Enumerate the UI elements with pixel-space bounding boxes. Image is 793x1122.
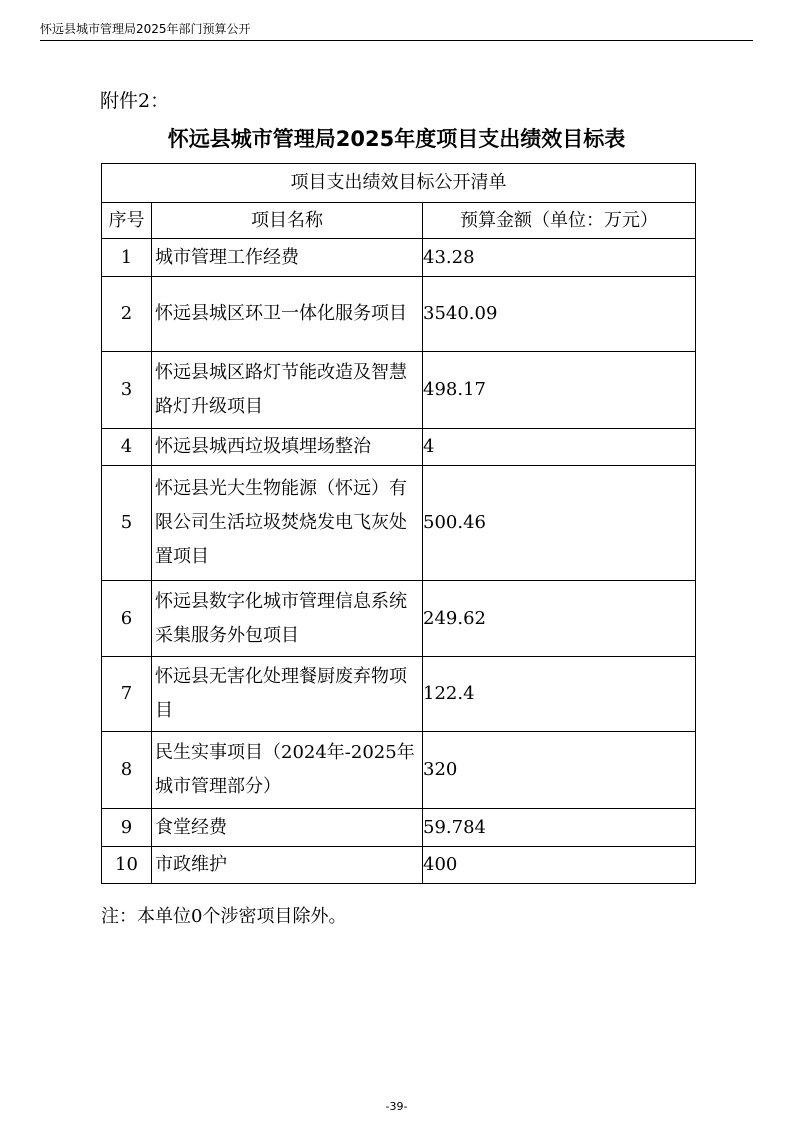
- table-row: [102, 809, 696, 847]
- budget-amount: 3540.09: [423, 277, 696, 352]
- document-title: 怀远县城市管理局2025年度项目支出绩效目标表: [167, 127, 626, 151]
- column-header-name: 项目名称: [152, 203, 423, 239]
- table-caption-row: [102, 164, 696, 203]
- row-number: 5: [102, 466, 152, 581]
- budget-amount: 43.28: [423, 239, 696, 277]
- table-header-row: [102, 203, 696, 239]
- project-name: 怀远县城区环卫一体化服务项目: [152, 277, 423, 352]
- table-row: [102, 239, 696, 277]
- budget-amount: 4: [423, 429, 696, 466]
- row-number: 2: [102, 277, 152, 352]
- project-name: 怀远县光大生物能源（怀远）有限公司生活垃圾焚烧发电飞灰处置项目: [152, 466, 423, 581]
- budget-table: [101, 163, 696, 884]
- project-name: 怀远县城西垃圾填埋场整治: [152, 429, 423, 466]
- running-header: 怀远县城市管理局2025年部门预算公开: [40, 22, 251, 36]
- row-number: 6: [102, 581, 152, 657]
- table-row: [102, 847, 696, 884]
- table-row: [102, 277, 696, 352]
- table-row: [102, 581, 696, 657]
- row-number: 7: [102, 657, 152, 732]
- budget-amount: 500.46: [423, 466, 696, 581]
- page-number: -39-: [385, 1100, 408, 1113]
- project-name: 怀远县城区路灯节能改造及智慧路灯升级项目: [152, 352, 423, 429]
- attachment-label: 附件2：: [100, 90, 170, 112]
- table-row: [102, 657, 696, 732]
- table-row: [102, 466, 696, 581]
- budget-amount: 249.62: [423, 581, 696, 657]
- column-header-no: 序号: [102, 203, 152, 239]
- project-name: 怀远县数字化城市管理信息系统采集服务外包项目: [152, 581, 423, 657]
- header-divider: [40, 40, 753, 41]
- row-number: 1: [102, 239, 152, 277]
- table-row: [102, 429, 696, 466]
- column-header-amount: 预算金额（单位：万元）: [423, 203, 696, 239]
- table-row: [102, 732, 696, 809]
- budget-amount: 400: [423, 847, 696, 884]
- project-name: 城市管理工作经费: [152, 239, 423, 277]
- row-number: 4: [102, 429, 152, 466]
- project-name: 市政维护: [152, 847, 423, 884]
- budget-amount: 498.17: [423, 352, 696, 429]
- row-number: 8: [102, 732, 152, 809]
- row-number: 10: [102, 847, 152, 884]
- project-name: 食堂经费: [152, 809, 423, 847]
- row-number: 9: [102, 809, 152, 847]
- footnote: 注：本单位0个涉密项目除外。: [101, 906, 347, 927]
- table-caption: 项目支出绩效目标公开清单: [102, 164, 696, 203]
- project-name: 民生实事项目（2024年-2025年城市管理部分）: [152, 732, 423, 809]
- budget-amount: 320: [423, 732, 696, 809]
- table-row: [102, 352, 696, 429]
- project-name: 怀远县无害化处理餐厨废弃物项目: [152, 657, 423, 732]
- row-number: 3: [102, 352, 152, 429]
- budget-amount: 59.784: [423, 809, 696, 847]
- budget-amount: 122.4: [423, 657, 696, 732]
